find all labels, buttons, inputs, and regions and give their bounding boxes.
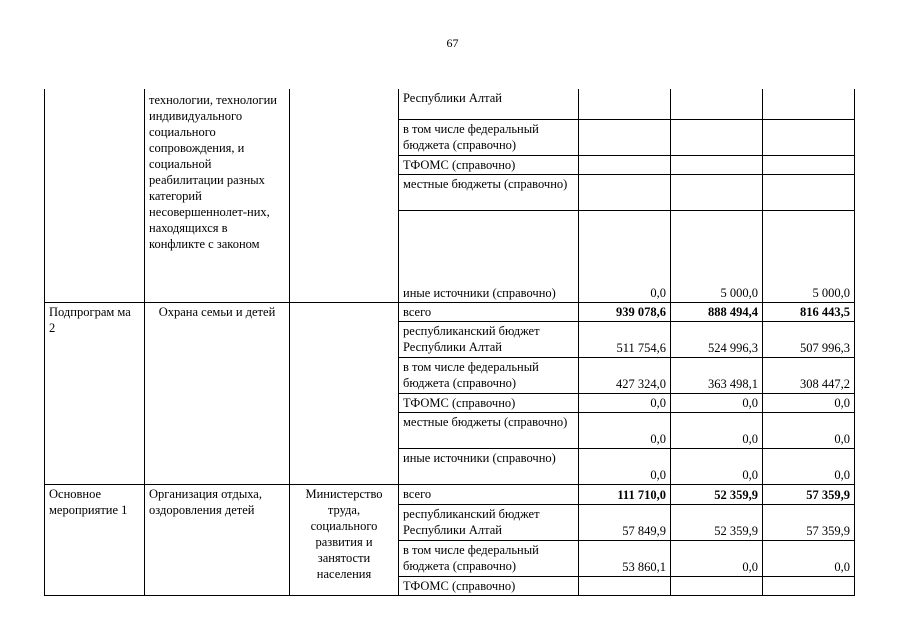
table-row <box>45 302 855 321</box>
source-cell: в том числе федеральный бюджета (справочно) <box>399 119 579 155</box>
value-cell <box>579 119 671 155</box>
source-cell: ТФОМС (справочно) <box>399 576 579 595</box>
table-row <box>45 484 855 504</box>
program-name-cell: Охрана семьи и детей <box>145 302 290 484</box>
value-cell: 524 996,3 <box>671 321 763 357</box>
source-cell: республиканский бюджет Республики Алтай <box>399 321 579 357</box>
program-name-cell: Организация отдыха, оздоровления детей <box>145 484 290 595</box>
value-cell <box>763 89 855 119</box>
value-cell: 5 000,0 <box>763 210 855 302</box>
row-label-cell <box>45 89 145 302</box>
value-cell <box>671 119 763 155</box>
value-cell: 57 849,9 <box>579 504 671 540</box>
executor-cell <box>290 302 399 484</box>
value-cell: 816 443,5 <box>763 302 855 321</box>
source-cell: иные источники (справочно) <box>399 210 579 302</box>
value-cell: 52 359,9 <box>671 504 763 540</box>
source-cell: ТФОМС (справочно) <box>399 155 579 174</box>
source-cell: республиканский бюджет Республики Алтай <box>399 504 579 540</box>
value-cell <box>671 155 763 174</box>
executor-cell: Министерство труда, социального развития и занятости населения <box>290 484 399 595</box>
value-cell: 363 498,1 <box>671 357 763 393</box>
value-cell: 511 754,6 <box>579 321 671 357</box>
program-name-cell: технологии, технологии индивидуального социального сопровождения, и социальной реабилитации разных категорий несовершеннолет-них, находящихся в конфликте с законом <box>145 89 290 302</box>
value-cell <box>579 174 671 210</box>
value-cell: 308 447,2 <box>763 357 855 393</box>
source-cell: местные бюджеты (справочно) <box>399 412 579 448</box>
executor-cell <box>290 89 399 302</box>
value-cell: 5 000,0 <box>671 210 763 302</box>
value-cell: 0,0 <box>763 540 855 576</box>
value-cell <box>671 576 763 595</box>
value-cell: 0,0 <box>671 448 763 484</box>
source-cell: всего <box>399 302 579 321</box>
value-cell: 0,0 <box>671 412 763 448</box>
value-cell <box>579 576 671 595</box>
value-cell: 57 359,9 <box>763 504 855 540</box>
value-cell <box>579 155 671 174</box>
value-cell: 0,0 <box>763 393 855 412</box>
source-cell: ТФОМС (справочно) <box>399 393 579 412</box>
value-cell: 111 710,0 <box>579 484 671 504</box>
value-cell: 0,0 <box>763 448 855 484</box>
value-cell: 0,0 <box>579 210 671 302</box>
value-cell: 888 494,4 <box>671 302 763 321</box>
value-cell: 57 359,9 <box>763 484 855 504</box>
source-cell: иные источники (справочно) <box>399 448 579 484</box>
budget-table <box>44 89 855 596</box>
value-cell <box>671 174 763 210</box>
value-cell <box>579 89 671 119</box>
value-cell: 0,0 <box>579 393 671 412</box>
value-cell: 507 996,3 <box>763 321 855 357</box>
source-cell: в том числе федеральный бюджета (справочно) <box>399 357 579 393</box>
source-cell: местные бюджеты (справочно) <box>399 174 579 210</box>
value-cell <box>763 174 855 210</box>
row-label-cell: Основное мероприятие 1 <box>45 484 145 595</box>
value-cell <box>763 119 855 155</box>
value-cell: 0,0 <box>671 540 763 576</box>
value-cell: 427 324,0 <box>579 357 671 393</box>
page-number: 67 <box>446 36 459 50</box>
table-row <box>45 89 855 119</box>
value-cell: 52 359,9 <box>671 484 763 504</box>
value-cell: 0,0 <box>671 393 763 412</box>
source-cell: всего <box>399 484 579 504</box>
value-cell <box>763 155 855 174</box>
value-cell <box>763 576 855 595</box>
value-cell: 0,0 <box>579 448 671 484</box>
value-cell: 0,0 <box>579 412 671 448</box>
source-cell: Республики Алтай <box>399 89 579 119</box>
value-cell: 939 078,6 <box>579 302 671 321</box>
value-cell: 0,0 <box>763 412 855 448</box>
value-cell <box>671 89 763 119</box>
value-cell: 53 860,1 <box>579 540 671 576</box>
row-label-cell: Подпрограм ма 2 <box>45 302 145 484</box>
source-cell: в том числе федеральный бюджета (справочно) <box>399 540 579 576</box>
